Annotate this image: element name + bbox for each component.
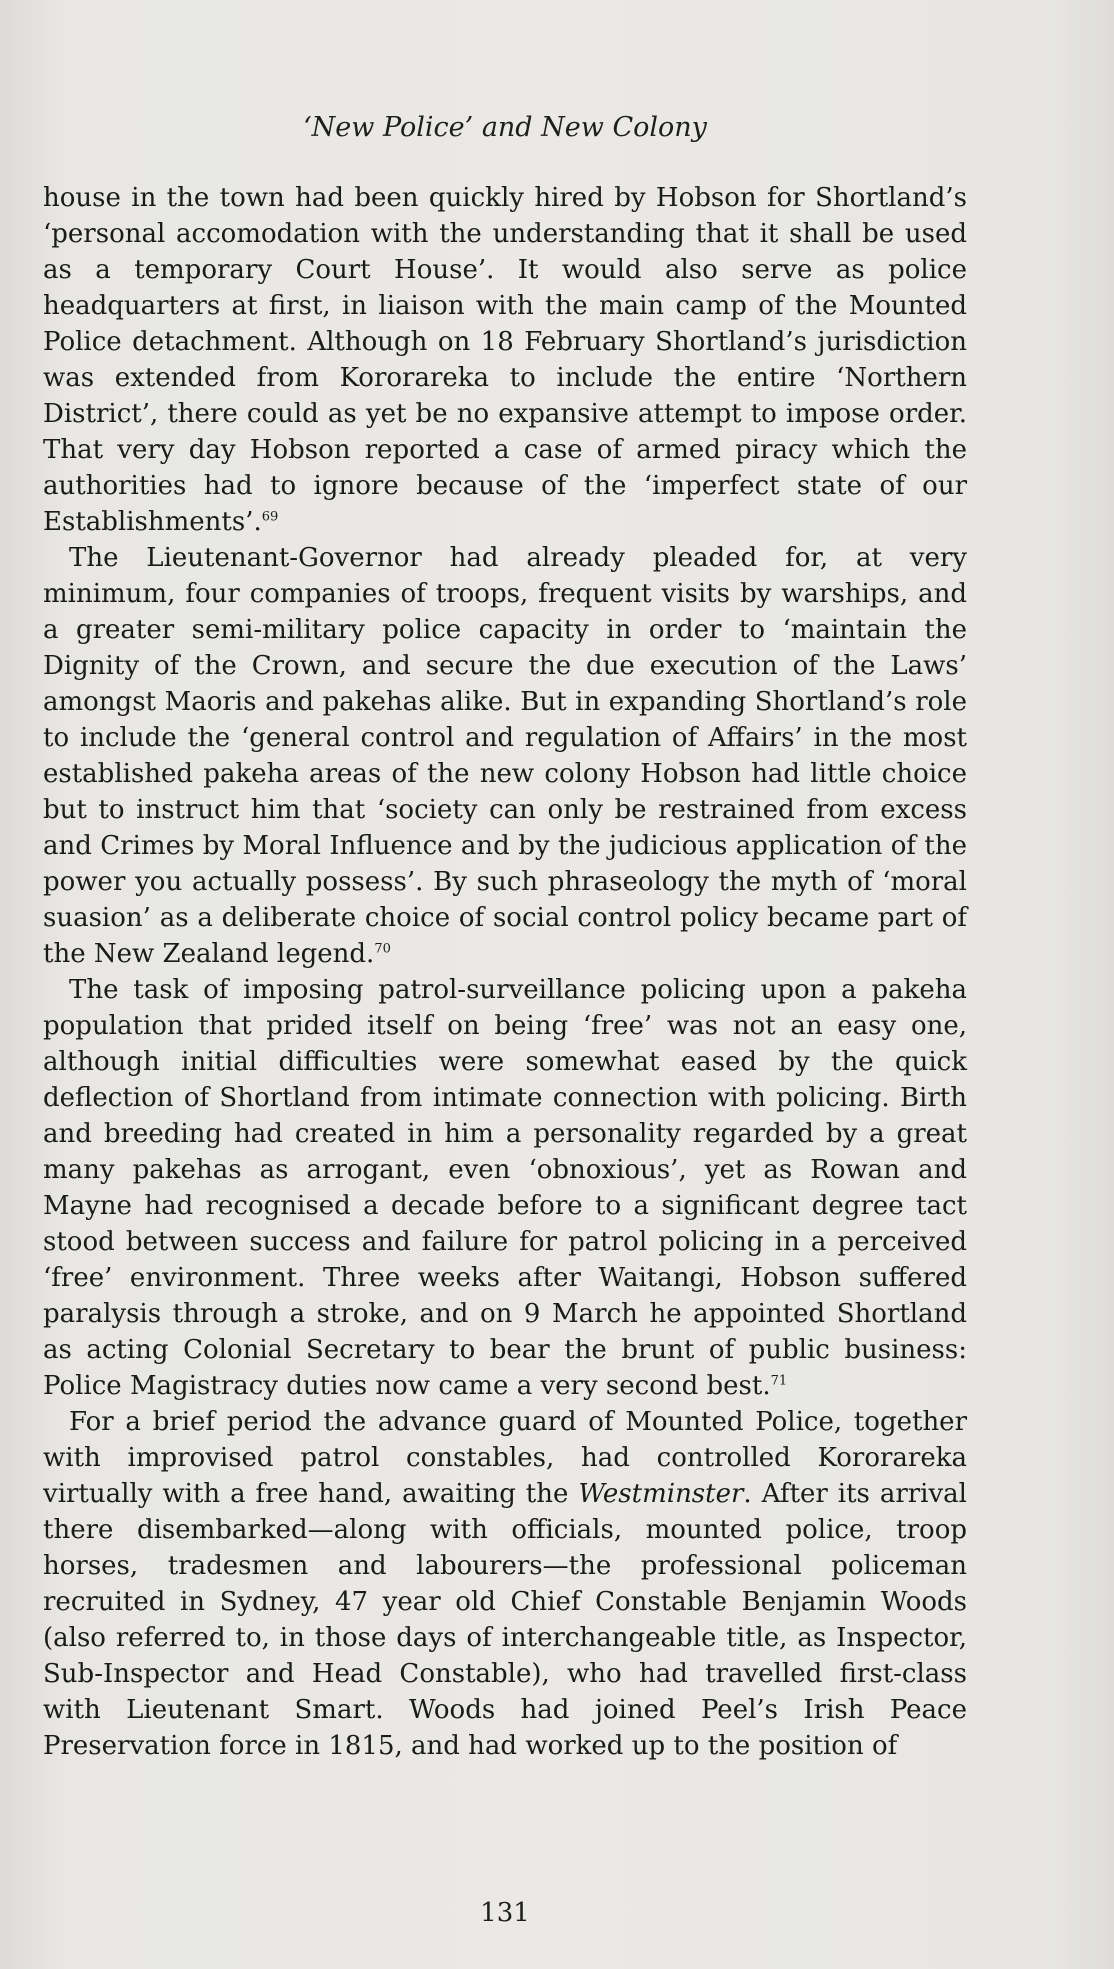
page-number: 131 <box>480 1898 530 1928</box>
paragraph-text: house in the town had been quickly hired by Hobson for Shortland’s ‘personal accomodation with the understanding that it shall be used as a temporary Court House’. It would also serve as police headquarters at first, in liaison with the main camp of the Mounted Police detachment. Although on 18 February Shortland’s jurisdiction was extended from Kororareka to include the entire ‘Northern District’, there could as yet be no expansive attempt to impose order. That very day Hobson reported a case of armed piracy which the authorities had to ignore because of the ‘imperfect state of our Establishments’. <box>43 183 967 537</box>
ship-name: Westminster <box>578 1479 744 1509</box>
running-head: ‘New Police’ and New Colony <box>303 112 707 143</box>
footnote-ref: 71 <box>770 1373 788 1389</box>
paragraph-text: The Lieutenant-Governor had already pleaded for, at very minimum, four companies of troops, frequent visits by warships, and a greater semi-military police capacity in order to ‘maintain the Dignity of the Crown, and secure the due execution of the Laws’ amongst Maoris and pakehas alike. But in expanding Shortland’s role to include the ‘general control and regulation of Affairs’ in the most established pakeha areas of the new colony Hobson had little choice but to instruct him that ‘society can only be restrained from excess and Crimes by Moral Influence and by the judicious application of the power you actually possess’. By such phraseology the myth of ‘moral suasion’ as a deliberate choice of social control policy became part of the New Zealand legend. <box>43 543 967 969</box>
paragraph-3 <box>43 972 967 1404</box>
paragraph-text: For a brief period the advance guard of Mounted Police, together with improvised patrol constables, had controlled Kororareka virtually with a free hand, awaiting the <box>43 1407 967 1509</box>
footnote-ref: 69 <box>261 509 279 525</box>
paragraph-2 <box>43 540 967 972</box>
body-text <box>43 180 967 1764</box>
paragraph-text: The task of imposing patrol-surveillance policing upon a pakeha population that prided itself on being ‘free’ was not an easy one, although initial difficulties were somewhat eased by the quick deflection of Shortland from intimate connection with policing. Birth and breeding had created in him a personality regarded by a great many pakehas as arrogant, even ‘obnoxious’, yet as Rowan and Mayne had recognised a decade before to a significant degree tact stood between success and failure for patrol policing in a perceived ‘free’ environment. Three weeks after Waitangi, Hobson suffered paralysis through a stroke, and on 9 March he appointed Shortland as acting Colonial Secretary to bear the brunt of public business: Police Magistracy duties now came a very second best. <box>43 975 967 1401</box>
paragraph-1 <box>43 180 967 540</box>
footnote-ref: 70 <box>374 941 391 957</box>
paragraph-text: . After its arrival there disembarked—along with officials, mounted police, troop horses, tradesmen and labourers—the professional policeman recruited in Sydney, 47 year old Chief Constable Benjamin Woods (also referred to, in those days of interchangeable title, as Inspector, Sub-Inspector and Head Constable), who had travelled first-class with Lieutenant Smart. Woods had joined Peel’s Irish Peace Preservation force in 1815, and had worked up to the position of <box>43 1479 967 1761</box>
paragraph-4 <box>43 1404 967 1764</box>
